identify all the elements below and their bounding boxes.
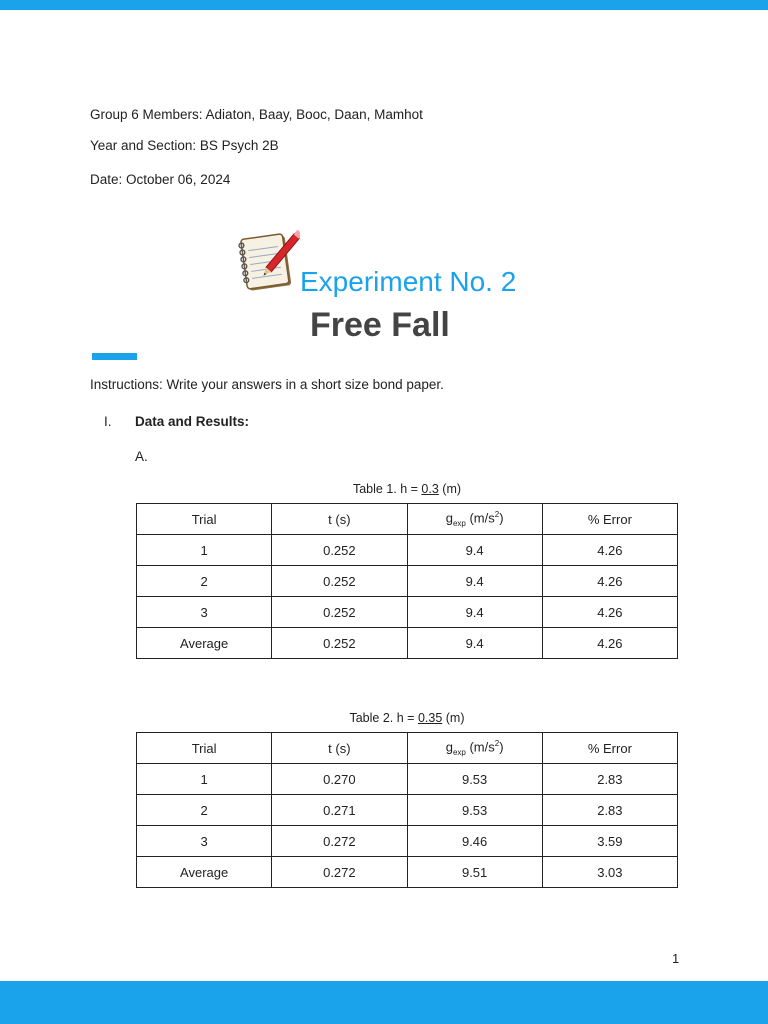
g-unit-post: ) [499,739,504,755]
cell-g: 9.4 [407,535,542,566]
cell-time: 0.272 [272,826,407,857]
header-g-exp [407,504,542,535]
cell-trial: 2 [137,566,272,597]
cell-time: 0.252 [272,628,407,659]
table-row [137,826,678,857]
g-unit-sup: 2 [494,510,500,520]
table-1-height-value: 0.3 [421,482,439,496]
cell-trial: 1 [137,535,272,566]
cell-error: 4.26 [542,597,677,628]
cell-trial: Average [137,857,272,888]
cell-g: 9.46 [407,826,542,857]
table-row [137,566,678,597]
cell-g: 9.53 [407,764,542,795]
cell-trial: 3 [137,826,272,857]
g-subscript: exp [452,518,466,528]
table-row [137,764,678,795]
header-time: t (s) [272,504,407,535]
top-accent-bar [0,0,768,10]
section-heading: Data and Results: [135,414,250,429]
cell-time: 0.272 [272,857,407,888]
cell-g: 9.53 [407,795,542,826]
header-error: % Error [542,733,677,764]
table-1-caption [136,482,678,496]
cell-time: 0.252 [272,597,407,628]
g-symbol: g [445,739,453,755]
cell-error: 2.83 [542,764,677,795]
header-trial: Trial [137,733,272,764]
g-unit-post: ) [499,510,504,526]
accent-divider [92,353,137,360]
table-header-row [137,504,678,535]
cell-g: 9.4 [407,628,542,659]
table-row [137,795,678,826]
table-1-caption-suffix: (m) [438,482,462,496]
cell-error: 3.59 [542,826,677,857]
notebook-icon [236,228,300,294]
g-unit-sup: 2 [494,739,500,749]
table-row [137,535,678,566]
header-g-exp [407,733,542,764]
cell-time: 0.252 [272,566,407,597]
cell-g: 9.4 [407,566,542,597]
table-row [137,628,678,659]
table-2 [136,732,678,888]
bottom-accent-bar [0,981,768,1024]
cell-trial: Average [137,628,272,659]
header-trial: Trial [137,504,272,535]
part-label: A. [135,449,148,464]
header-error: % Error [542,504,677,535]
cell-time: 0.252 [272,535,407,566]
table-1-caption-prefix: Table 1. h = [352,482,422,496]
table-2-caption-prefix: Table 2. h = [349,711,418,725]
g-subscript: exp [452,747,466,757]
experiment-number: Experiment No. 2 [300,266,517,297]
table-row [137,597,678,628]
instructions: Instructions: Write your answers in a short size bond paper. [90,377,444,392]
cell-error: 4.26 [542,535,677,566]
cell-error: 3.03 [542,857,677,888]
cell-g: 9.4 [407,597,542,628]
year-section: Year and Section: BS Psych 2B [90,138,279,153]
cell-error: 2.83 [542,795,677,826]
g-symbol: g [445,510,453,526]
cell-g: 9.51 [407,857,542,888]
page-number: 1 [672,951,680,966]
cell-time: 0.271 [272,795,407,826]
table-header-row [137,733,678,764]
experiment-title: Free Fall [310,306,450,344]
table-2-caption [136,711,678,725]
section-number: I. [104,414,112,429]
cell-time: 0.270 [272,764,407,795]
g-unit-pre: (m/s [465,510,495,526]
cell-error: 4.26 [542,628,677,659]
cell-trial: 3 [137,597,272,628]
cell-error: 4.26 [542,566,677,597]
table-row [137,857,678,888]
g-unit-pre: (m/s [465,739,495,755]
group-members: Group 6 Members: Adiaton, Baay, Booc, Daan, Mamhot [90,107,423,122]
table-2-height-value: 0.35 [417,711,443,725]
cell-trial: 1 [137,764,272,795]
header-time: t (s) [272,733,407,764]
table-2-caption-suffix: (m) [442,711,465,725]
cell-trial: 2 [137,795,272,826]
table-1 [136,503,678,659]
report-date: Date: October 06, 2024 [90,172,231,187]
